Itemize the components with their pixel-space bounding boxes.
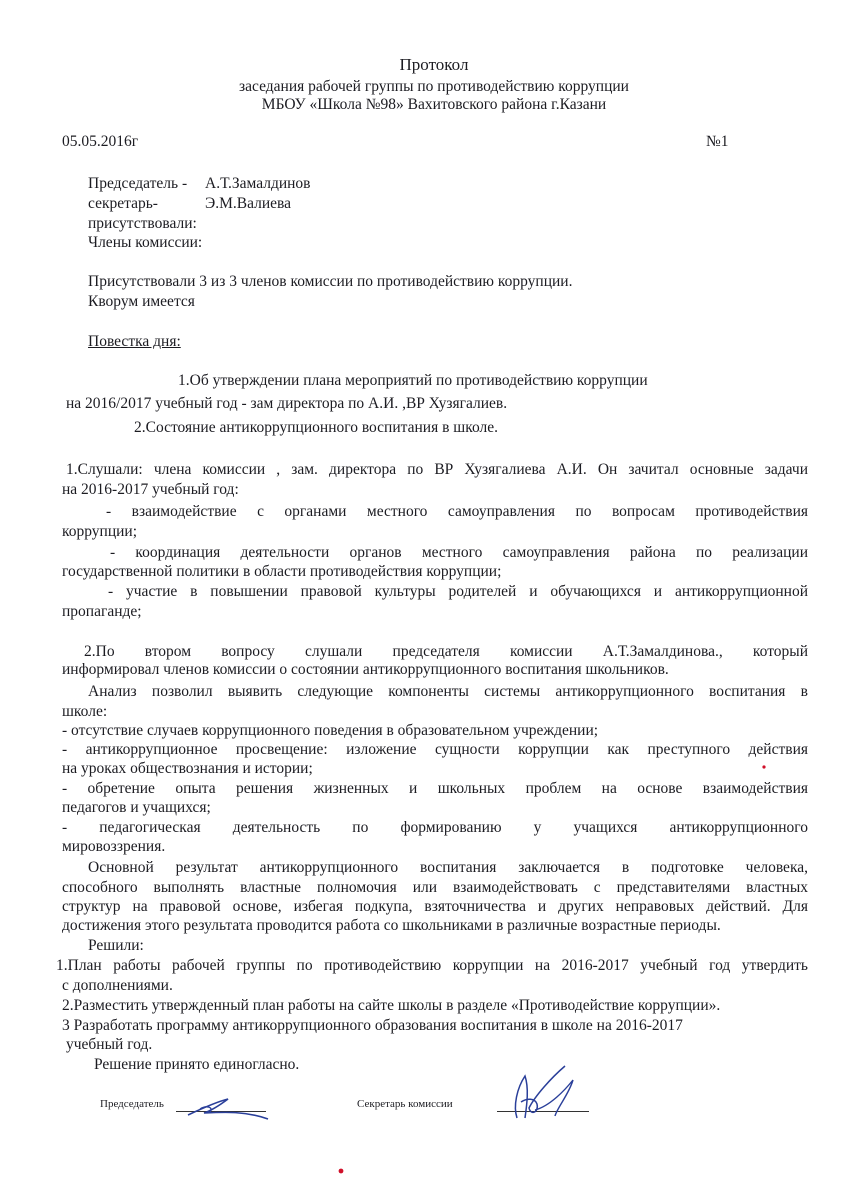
agenda-heading: Повестка дня: — [88, 333, 181, 350]
result-line2: способного выполнять властные полномочия или взаимодействовать с представителями властных — [62, 879, 808, 896]
decision-heading: Решили: — [88, 937, 144, 954]
protocol-date: 05.05.2016г — [62, 133, 139, 150]
section2-line1: 2.По втором вопросу слушали председателя комиссии А.Т.Замалдинова., который — [84, 643, 808, 660]
chair-name: А.Т.Замалдинов — [205, 175, 311, 192]
secretary-signature-label: Секретарь комиссии — [357, 1098, 453, 1110]
document-title: Протокол — [399, 55, 469, 74]
component-bullet1: - отсутствие случаев коррупционного поведения в образовательном учреждении; — [62, 722, 599, 739]
component-bullet3-line1: - обретение опыта решения жизненных и школьных проблем на основе взаимодействия — [62, 780, 808, 797]
section1-bullet2-line1: - координация деятельности органов местного самоуправления района по реализации — [110, 544, 808, 561]
agenda-item-1-line1: 1.Об утверждении плана мероприятий по противодействию коррупции — [178, 372, 648, 389]
protocol-number: №1 — [706, 133, 729, 150]
section1-bullet1-line1: - взаимодействие с органами местного самоуправления по вопросам противодействия — [106, 503, 808, 520]
document-subtitle-line2: МБОУ «Школа №98» Вахитовского района г.Казани — [261, 96, 607, 113]
result-line1: Основной результат антикоррупционного воспитания заключается в подготовке человека, — [88, 859, 808, 876]
chair-label: Председатель - — [88, 175, 188, 192]
section1-line1: 1.Слушали: члена комиссии , зам. директора по ВР Хузягалиева А.И. Он зачитал основные задачи — [66, 461, 808, 478]
secretary-signature — [495, 1058, 605, 1128]
chair-signature-label: Председатель — [100, 1098, 164, 1110]
component-bullet4-line1: - педагогическая деятельность по формированию у учащихся антикоррупционного — [62, 819, 808, 836]
section2-line2: информировал членов комиссии о состоянии антикоррупционного воспитания школьников. — [62, 661, 669, 678]
present-label: присутствовали: — [88, 215, 197, 232]
analysis-line2: школе: — [62, 703, 108, 720]
component-bullet2-line2: на уроках обществознания и истории; — [62, 760, 313, 777]
decision-3-line2: учебный год. — [66, 1036, 153, 1053]
commission-label: Члены комиссии: — [88, 234, 203, 251]
analysis-line1: Анализ позволил выявить следующие компоненты системы антикоррупционного воспитания в — [88, 683, 808, 700]
result-line3: структур на правовой основе, избегая подкупа, взяточничества и других неправовых действий. Для — [62, 898, 808, 915]
red-mark-dot — [760, 763, 768, 771]
decision-1-line1: 1.План работы рабочей группы по противодействию коррупции на 2016-2017 учебный год утвердить — [56, 957, 808, 974]
chair-signature — [170, 1085, 280, 1130]
component-bullet3-line2: педагогов и учащихся; — [62, 799, 211, 816]
section1-bullet2-line2: государственной политики в области противодействия коррупции; — [62, 563, 502, 580]
decision-2: 2.Разместить утвержденный план работы на сайте школы в разделе «Противодействие коррупции». — [62, 997, 721, 1014]
section1-line2: на 2016-2017 учебный год: — [62, 481, 239, 498]
result-line4: достижения этого результата проводится работа со школьниками в различные возрастные периоды. — [62, 917, 721, 934]
quorum-line: Кворум имеется — [88, 293, 195, 310]
section1-bullet1-line2: коррупции; — [62, 523, 138, 540]
section1-bullet3-line1: - участие в повышении правовой культуры родителей и обучающихся и антикоррупционной — [108, 583, 808, 600]
agenda-item-2: 2.Состояние антикоррупционного воспитания в школе. — [134, 419, 498, 436]
attendance-line: Присутствовали 3 из 3 членов комиссии по противодействию коррупции. — [88, 273, 573, 290]
section1-bullet3-line2: пропаганде; — [62, 603, 142, 620]
red-mark-dot-bottom — [336, 1166, 346, 1176]
decision-3-line1: 3 Разработать программу антикоррупционного образования воспитания в школе на 2016-2017 — [62, 1017, 683, 1034]
agenda-item-1-line2: на 2016/2017 учебный год - зам директора по А.И. ,ВР Хузягалиев. — [66, 395, 508, 412]
decision-1-line2: с дополнениями. — [62, 977, 173, 994]
document-subtitle-line1: заседания рабочей группы по противодействию коррупции — [239, 78, 629, 95]
component-bullet2-line1: - антикоррупционное просвещение: изложение сущности коррупции как преступного действия — [62, 741, 808, 758]
secretary-label: секретарь- — [88, 195, 158, 212]
component-bullet4-line2: мировоззрения. — [62, 838, 166, 855]
decision-unanimous: Решение принято единогласно. — [94, 1056, 300, 1073]
secretary-name: Э.М.Валиева — [205, 195, 292, 212]
